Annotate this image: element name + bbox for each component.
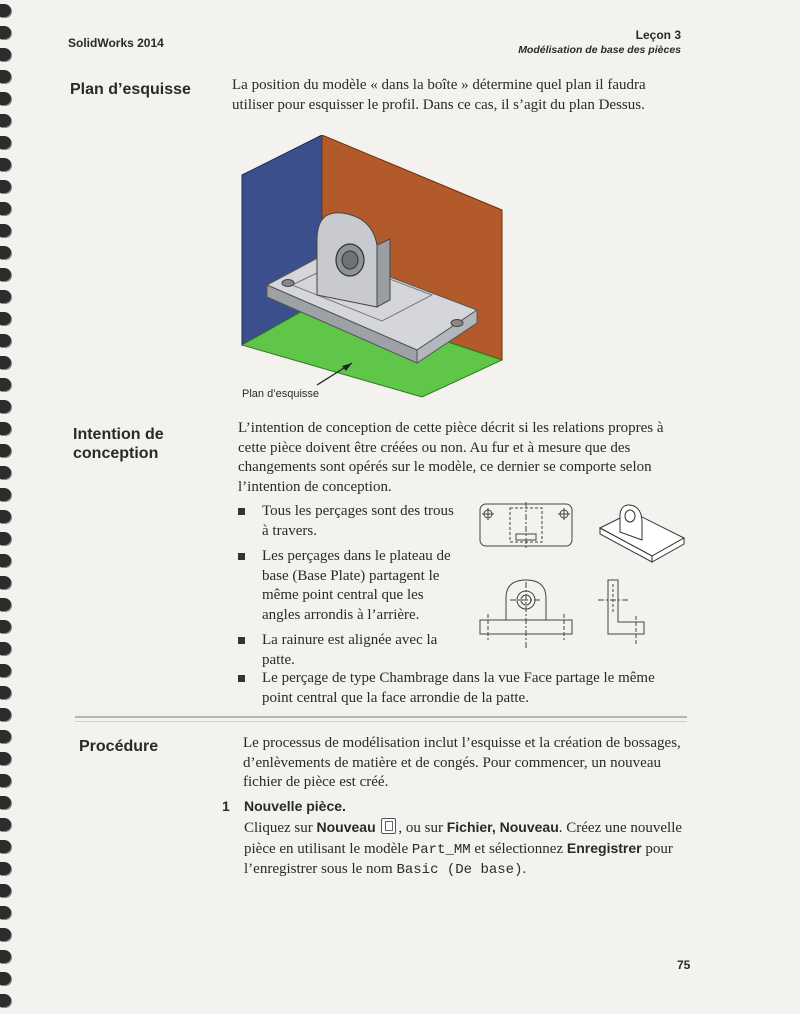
binding-ring	[0, 92, 11, 105]
section-divider-secondary	[75, 721, 687, 722]
template-name: Part_MM	[411, 841, 471, 858]
bullet-text: La rainure est alignée avec la patte.	[262, 632, 438, 668]
sketch-plane-figure	[232, 135, 532, 410]
binding-ring	[0, 400, 11, 413]
bullet-item	[238, 547, 464, 625]
binding-ring	[0, 246, 11, 259]
binding-ring	[0, 224, 11, 237]
step-text: pour l’enregistrer sous le nom	[244, 840, 673, 877]
lesson-number: Leçon 3	[635, 28, 681, 42]
binding-ring	[0, 466, 11, 479]
binding-ring	[0, 356, 11, 369]
binding-ring	[0, 774, 11, 787]
binding-ring	[0, 312, 11, 325]
binding-ring	[0, 268, 11, 281]
top-view-drawing	[480, 502, 572, 548]
binding-ring	[0, 422, 11, 435]
bullet-item	[238, 631, 464, 670]
bullet-text: Le perçage de type Chambrage dans la vue Face partage le même point central que la face arrondie de la patte.	[262, 670, 655, 706]
binding-ring	[0, 180, 11, 193]
intention-bullets	[238, 502, 464, 676]
figure-label: Plan d’esquisse	[242, 388, 320, 400]
step-title: Nouvelle pièce.	[244, 798, 346, 814]
binding-ring	[0, 26, 11, 39]
binding-ring	[0, 554, 11, 567]
bullet-text: Les perçages dans le plateau de base (Base Plate) partagent le même point central que les angles arrondis à l’arrière.	[262, 548, 451, 623]
design-views-figure	[472, 500, 692, 650]
lesson-subtitle: Modélisation de base des pièces	[518, 44, 681, 56]
binding-ring	[0, 708, 11, 721]
binding-ring	[0, 686, 11, 699]
step-instructions	[244, 818, 684, 881]
binding-ring	[0, 4, 11, 17]
intention-title-line1: Intention de	[73, 426, 164, 443]
lesson-header	[518, 28, 681, 58]
binding-ring	[0, 862, 11, 875]
intention-title-line2: conception	[73, 445, 159, 462]
book-title: SolidWorks 2014	[68, 36, 164, 50]
intention-bullets-wide	[238, 669, 686, 714]
binding-ring	[0, 488, 11, 501]
section-title-plan: Plan d’esquisse	[70, 81, 191, 98]
bullet-text: Tous les perçages sont des trous à travers.	[262, 503, 454, 539]
intention-paragraph: L’intention de conception de cette pièce décrit si les relations propres à cette pièce doivent être créées ou non. Au fur et à mesure que des changements sont opérés sur le modèle, ce dernier se comporte selon l’intention de conception.	[238, 420, 664, 495]
binding-ring	[0, 598, 11, 611]
binding-ring	[0, 290, 11, 303]
binding-ring	[0, 576, 11, 589]
step-text: , ou sur	[398, 820, 447, 836]
binding-ring	[0, 972, 11, 985]
binding-ring	[0, 378, 11, 391]
bullet-item	[238, 669, 686, 708]
binding-ring	[0, 532, 11, 545]
binding-ring	[0, 70, 11, 83]
binding-ring	[0, 950, 11, 963]
procedure-paragraph: Le processus de modélisation inclut l’esquisse et la création de bossages, d’enlèvements de matière et de congés. Pour commencer, un nouveau fichier de pièce est créé.	[243, 735, 681, 790]
binding-ring	[0, 48, 11, 61]
nouveau-keyword: Nouveau	[316, 819, 376, 835]
side-view-drawing	[598, 580, 644, 644]
fichier-nouveau-keyword: Fichier, Nouveau	[446, 819, 559, 835]
step-text: et sélectionnez	[470, 840, 567, 857]
section-title-intention	[73, 425, 164, 463]
bullet-marker	[238, 508, 245, 515]
file-name: Basic (De base)	[396, 862, 523, 878]
page-number: 75	[677, 958, 691, 972]
bullet-marker	[238, 553, 245, 560]
binding-ring	[0, 796, 11, 809]
binding-ring	[0, 334, 11, 347]
binding-ring	[0, 642, 11, 655]
binding-ring	[0, 158, 11, 171]
binding-ring	[0, 114, 11, 127]
bullet-item	[238, 502, 464, 541]
bullet-marker	[238, 637, 245, 644]
step-text: . Créez une nouvelle pièce en utilisant le modèle	[244, 820, 683, 857]
binding-ring	[0, 136, 11, 149]
binding-ring	[0, 928, 11, 941]
plan-paragraph: La position du modèle « dans la boîte » détermine quel plan il faudra utiliser pour esquisser le profil. Dans ce cas, il s’agit du plan Dessus.	[232, 77, 646, 113]
section-title-procedure: Procédure	[79, 738, 159, 755]
binding-ring	[0, 818, 11, 831]
binding-ring	[0, 202, 11, 215]
binding-ring	[0, 444, 11, 457]
spiral-binding	[0, 0, 22, 1014]
binding-ring	[0, 510, 11, 523]
step-number: 1	[222, 798, 230, 814]
new-document-icon	[381, 818, 396, 834]
step-text: .	[522, 861, 527, 877]
binding-ring	[0, 752, 11, 765]
isometric-view-drawing	[600, 505, 684, 562]
binding-ring	[0, 730, 11, 743]
binding-ring	[0, 994, 11, 1007]
front-view-drawing	[480, 580, 572, 648]
bullet-marker	[238, 675, 245, 682]
binding-ring	[0, 884, 11, 897]
binding-ring	[0, 664, 11, 677]
binding-ring	[0, 620, 11, 633]
binding-ring	[0, 906, 11, 919]
step-text: Cliquez sur	[244, 820, 317, 836]
enregistrer-keyword: Enregistrer	[566, 839, 642, 856]
binding-ring	[0, 840, 11, 853]
section-divider	[75, 716, 687, 718]
